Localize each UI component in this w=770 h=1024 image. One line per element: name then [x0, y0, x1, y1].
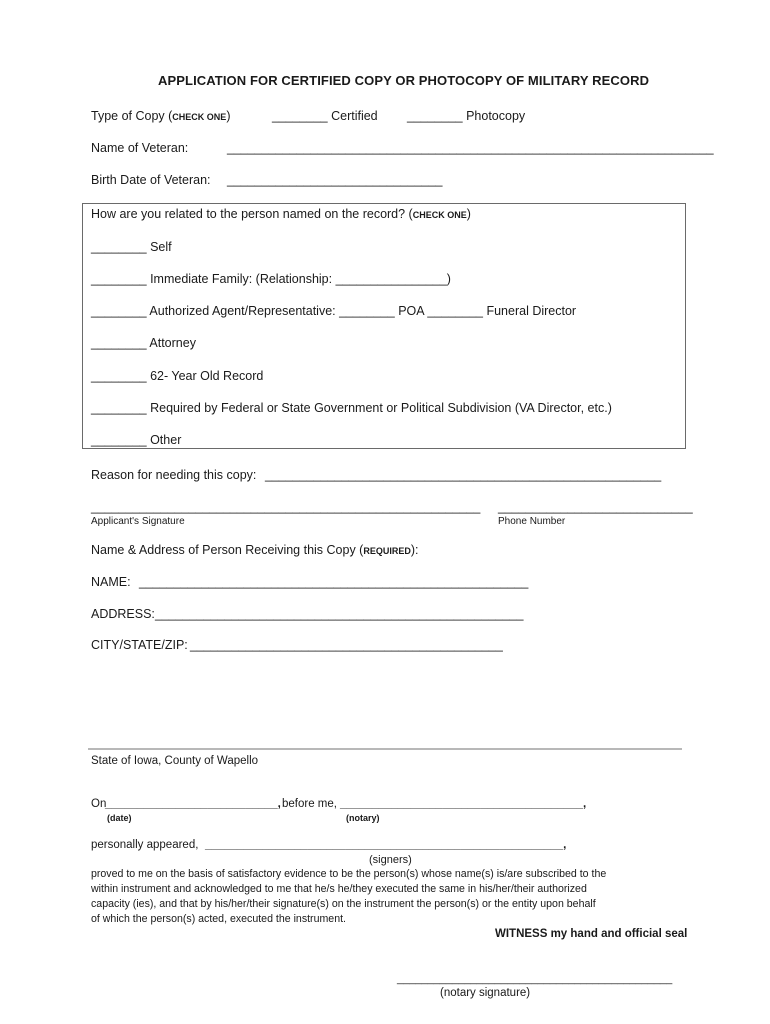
relationship-question	[91, 207, 471, 222]
acknowledgment-line: within instrument and acknowledged to me that he/s he/they executed the same in his/her/their authorized	[91, 883, 587, 895]
receiver-heading-close: ):	[410, 543, 419, 557]
form-title: APPLICATION FOR CERTIFIED COPY OR PHOTOCOPY OF MILITARY RECORD	[158, 73, 650, 88]
receiver-address-label: ADDRESS:	[91, 607, 155, 621]
certified-option[interactable]: ________ Certified	[272, 109, 378, 123]
receiver-city-label: CITY/STATE/ZIP:	[91, 638, 188, 652]
acknowledgment-line: capacity (ies), and that by his/her/their signature(s) on the instrument the person(s) or the entity upon behalf	[91, 898, 596, 910]
receiver-address-field[interactable]: _____________________________________________________	[155, 607, 524, 621]
required-note: REQUIRED	[363, 546, 411, 556]
signers-label: (signers)	[369, 854, 412, 866]
acknowledgment-line: proved to me on the basis of satisfactory evidence to be the person(s) whose name(s) is/are subscribed to the	[91, 868, 607, 880]
veteran-name-field[interactable]: ______________________________________________________________________	[227, 141, 714, 155]
relation-option-authorized-agent[interactable]: ________ Authorized Agent/Representative: ________ POA ________ Funeral Director	[91, 304, 577, 318]
on-label: On	[91, 798, 107, 810]
relationship-question-close: )	[466, 207, 471, 221]
relation-option-immediate-family[interactable]: ________ Immediate Family: (Relationship: ________________)	[91, 272, 451, 286]
birth-date-field[interactable]: _______________________________	[227, 173, 443, 187]
applicant-signature-label: Applicant's Signature	[91, 516, 185, 527]
relation-option-other[interactable]: ________ Other	[91, 433, 182, 447]
before-me-label: before me,	[282, 798, 337, 810]
veteran-name-label: Name of Veteran:	[91, 141, 189, 155]
section-divider	[88, 748, 682, 750]
notary-signature-field[interactable]: _____________________________________________	[397, 973, 673, 985]
acknowledgment-paragraph	[91, 867, 681, 927]
relation-option-62-year-record[interactable]: ________ 62- Year Old Record	[91, 369, 264, 383]
receiver-heading	[91, 543, 419, 558]
relation-option-self[interactable]: ________ Self	[91, 240, 172, 254]
witness-text: WITNESS my hand and official seal	[495, 928, 688, 940]
receiver-name-field[interactable]: ________________________________________________________	[139, 575, 529, 589]
type-of-copy-close: )	[226, 109, 231, 123]
notary-label: (notary)	[346, 813, 380, 823]
acknowledgment-line: of which the person(s) acted, executed the instrument.	[91, 913, 346, 925]
receiver-heading-text: Name & Address of Person Receiving this Copy (	[91, 543, 364, 557]
phone-number-field[interactable]: ____________________________	[498, 500, 693, 514]
birth-date-label: Birth Date of Veteran:	[91, 173, 211, 187]
notary-signature-label: (notary signature)	[440, 987, 531, 999]
relation-option-attorney[interactable]: ________ Attorney	[91, 336, 196, 350]
relationship-question-text: How are you related to the person named on the record? (	[91, 207, 413, 221]
personally-appeared-label: personally appeared,	[91, 839, 199, 851]
type-of-copy-label	[91, 109, 230, 124]
applicant-signature-field[interactable]: ________________________________________________________	[91, 500, 481, 514]
relationship-check-one-note: CHECK ONE	[412, 210, 467, 220]
reason-label: Reason for needing this copy:	[91, 468, 257, 482]
photocopy-option[interactable]: ________ Photocopy	[407, 109, 526, 123]
relation-option-government[interactable]: ________ Required by Federal or State Government or Political Subdivision (VA Director, etc.)	[91, 401, 612, 415]
date-label: (date)	[107, 813, 132, 823]
receiver-name-label: NAME:	[91, 575, 131, 589]
check-one-note: CHECK ONE	[172, 112, 227, 122]
date-field[interactable]: ___________________________,	[105, 798, 281, 810]
reason-field[interactable]: _________________________________________________________	[265, 468, 662, 482]
state-county-text: State of Iowa, County of Wapello	[91, 755, 259, 767]
type-of-copy-text: Type of Copy (	[91, 109, 173, 123]
receiver-city-field[interactable]: _____________________________________________	[190, 638, 503, 652]
notary-name-field[interactable]: ______________________________________,	[340, 798, 587, 810]
signers-field[interactable]: ________________________________________________________,	[205, 839, 567, 851]
phone-number-label: Phone Number	[498, 516, 566, 527]
